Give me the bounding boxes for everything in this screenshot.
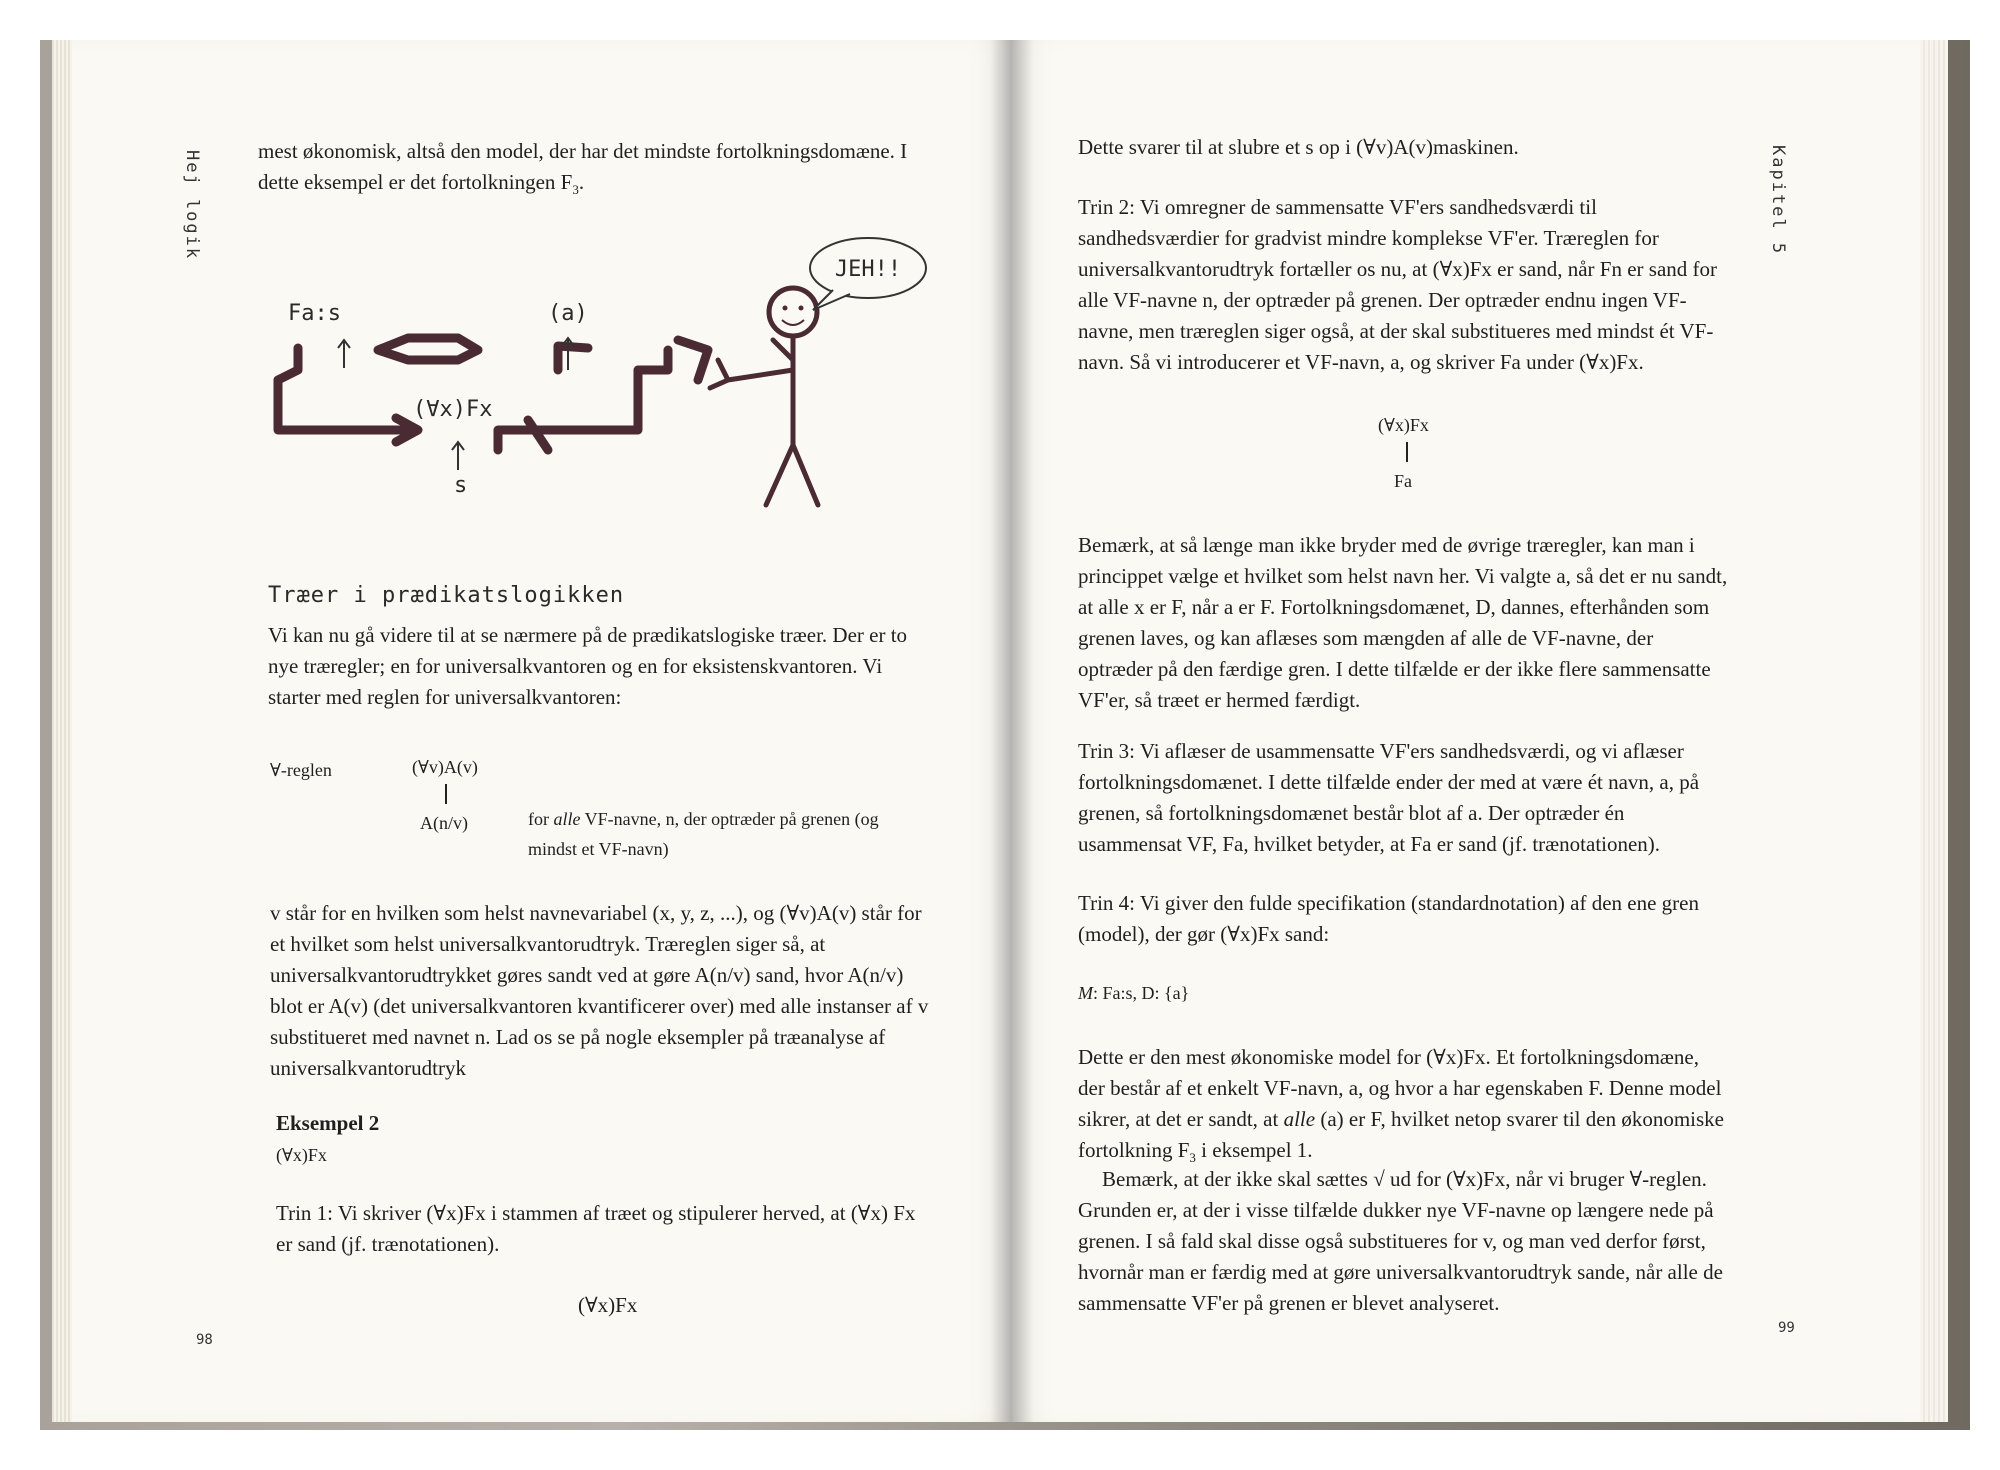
speech-text: JEH!! (834, 257, 902, 282)
rule-top: (∀v)A(v) (412, 757, 478, 777)
paragraph-1: Vi kan nu gå videre til at se nærmere på de prædikatslogiske træer. Der er to nye træregler; en for universalkvantoren og en for eksistenskvantoren. Vi starter med reglen for universalkvantoren: (268, 623, 908, 709)
page-number-left: 98 (196, 1332, 213, 1348)
maze-path (278, 338, 708, 450)
rule-bottom: A(n/v) (420, 813, 468, 833)
tree-top: (∀x)Fx (1378, 415, 1429, 435)
section-heading: Træer i prædikatslogikken (268, 583, 625, 608)
trin-1: Trin 1: Vi skriver (∀x)Fx i stammen af træet og stipulerer herved, at (∀x) Fx er sand (jf. trænotationen). (276, 1201, 916, 1256)
trin-3: Trin 3: Vi aflæser de usammensatte VF'ers sandhedsværdi, og vi aflæser fortolkningsdomænet. I dette tilfælde ender der med at være ét navn, a, på grenen, så fortolkningsdomænet består blot af a. Der optræder én usammensat VF, Fa, hvilket betyder, at Fa er sand (jf. trænotationen). (1078, 739, 1700, 856)
trin-1-tree: (∀x)Fx (578, 1293, 638, 1317)
speech-bubble (810, 238, 926, 310)
rule-name: ∀-reglen (270, 760, 332, 780)
tree-bottom: Fa (1394, 471, 1412, 491)
bemaerk-1: Bemærk, at så længe man ikke bryder med de øvrige træregler, kan man i princippet vælge et hvilket som helst navn her. Vi valgte a, så det er nu sandt, at alle x er F, når a er F. Fortolkningsdomænet, D, dannes, efterhånden som grenen laves, og kan aflæses som mængden af alle de VF-navne, der optræder på den færdige gren. I dette tilfælde er der ikke flere sammensatte VF'er, så træet er hermed færdigt. (1078, 533, 1728, 712)
trin-2: Trin 2: Vi omregner de sammensatte VF'ers sandhedsværdi til sandhedsværdier for gradvist mindre komplekse VF'er. Træreglen for universalkvantorudtryk fortæller os nu, at (∀x)Fx er sand, når Fn er sand for alle VF-navne n, der optræder på grenen. Der optræder endnu ingen VF-navne, men træreglen siger også, at der skal substitueres med mindst ét VF-navn. Så vi introducerer et VF-navn, a, og skriver Fa under (∀x)Fx. (1078, 195, 1718, 374)
rule-note: for alle VF-navne, n, der optræder på grenen (og mindst et VF-navn) (528, 809, 879, 859)
model-spec: M: Fa:s, D: {a} (1078, 983, 1190, 1003)
label-fas: Fa:s (288, 301, 341, 326)
bemaerk-2: Bemærk, at der ikke skal sættes √ ud for (∀x)Fx, når vi bruger ∀-reglen. Grunden er, at der i visse tilfælde dukker nye VF-navne op længere nede på grenen. I så fald skal disse også substitueres for v, og man ved derfor først, hvornår man er færdig med at gøre universalkvantorudtryk sande, når alle de sammensatte VF'er på grenen er blevet analyseret. (1078, 1167, 1723, 1315)
label-formula: (∀x)Fx (413, 397, 493, 422)
tree-branch (1406, 442, 1408, 462)
paragraph-2: v står for en hvilken som helst navnevariabel (x, y, z, ...), og (∀v)A(v) står for et hvilket som helst universalkvantorudtryk. Træreglen siger så, at universalkvantorudtrykket gøres sandt ved at gøre A(n/v) sand, hvor A(n/v) blot er A(v) (det universalkvantoren kvantificerer over) med alle instanser af v substitueret med navnet n. Lad os se på nogle eksempler på træanalyse af universalkvantorudtryk (270, 901, 929, 1080)
label-a: (a) (548, 301, 588, 326)
running-head-right: Kapitel 5 (1768, 145, 1788, 256)
cartoon-labels (288, 301, 588, 498)
cartoon-illustration (258, 220, 938, 520)
gutter-shadow (990, 40, 1034, 1422)
example-title: Eksempel 2 (276, 1111, 380, 1135)
right-line-1: Dette svarer til at slubre et s op i (∀v)A(v)maskinen. (1078, 135, 1519, 159)
label-s: s (454, 473, 468, 498)
rule-branch (445, 784, 447, 804)
paragraph-dette: Dette er den mest økonomiske model for (∀x)Fx. Et fortolkningsdomæne, der består af et enkelt VF-navn, a, og hvor a har egenskaben F. Denne model sikrer, at det er sandt, at alle (a) er F, hvilket netop svarer til den økonomiske fortolkning $F_3$ i eksempel 1. (1078, 1045, 1724, 1166)
page-number-right: 99 (1778, 1320, 1795, 1336)
example-formula: (∀x)Fx (276, 1145, 327, 1165)
trin-4: Trin 4: Vi giver den fulde specifikation (standardnotation) af den ene gren (model), der gør (∀x)Fx sand: (1078, 891, 1699, 946)
intro-paragraph: mest økonomisk, altså den model, der har det mindste fortolkningsdomæne. I dette eksempel er det fortolkningen $F_3$. (258, 139, 908, 198)
face (782, 306, 804, 326)
running-head-left: Hej logik (182, 150, 202, 261)
